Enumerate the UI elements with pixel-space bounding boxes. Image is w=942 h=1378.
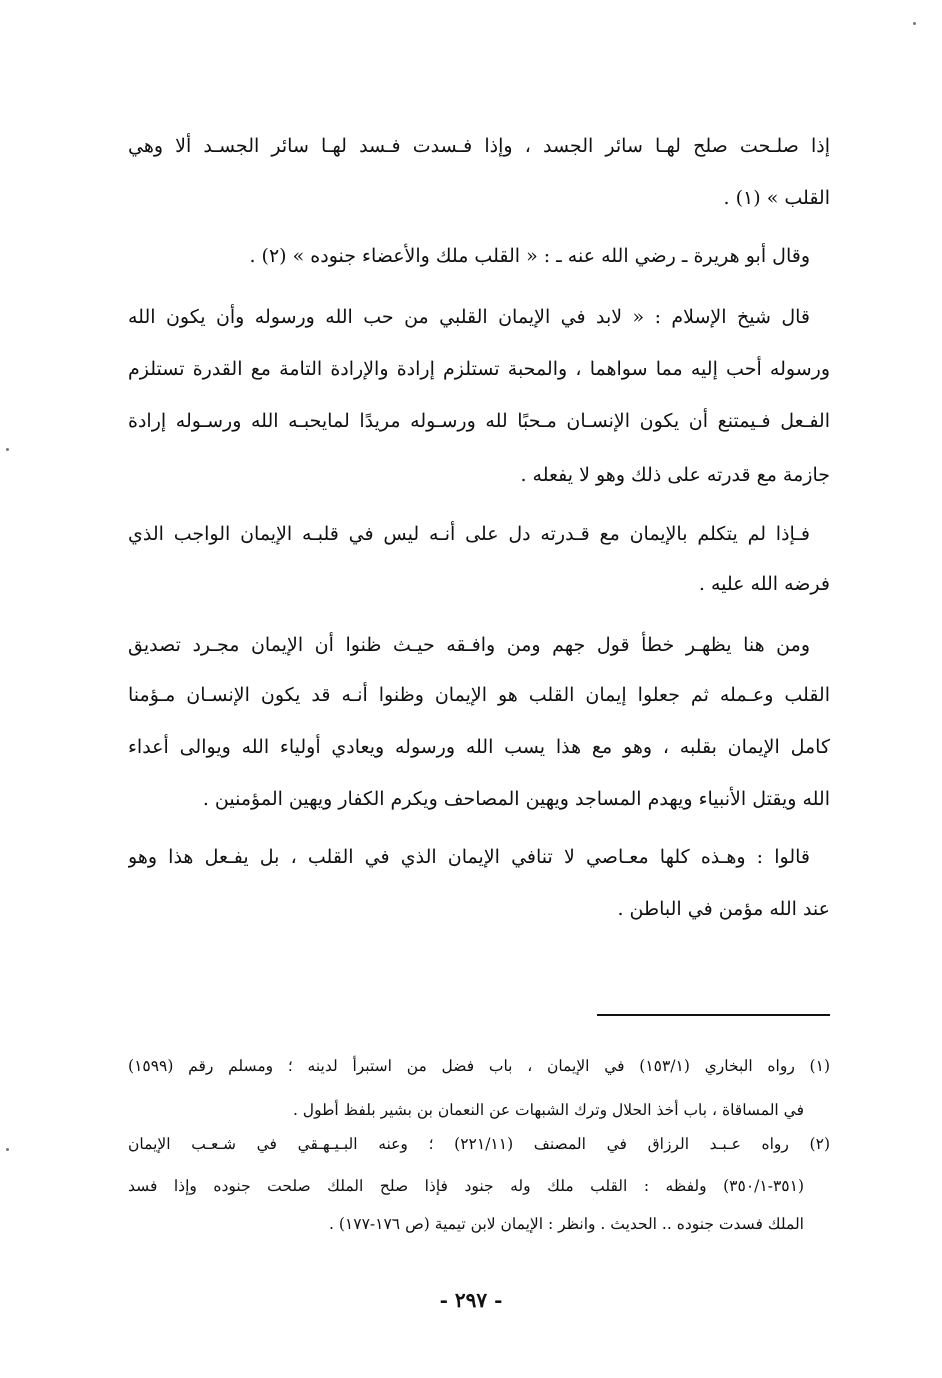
scan-speck xyxy=(6,448,9,451)
text-line: عند الله مؤمن في الباطن . xyxy=(617,898,830,920)
footnote-line: (٢) رواه عـبـد الرزاق في المصنف (٢٢١/١١) ؛ وعنه البـيـهـقي في شـعـب الإيمان xyxy=(128,1135,830,1153)
scan-speck xyxy=(913,22,916,25)
footnote-divider xyxy=(597,1014,830,1016)
text-line: القلب وعـمله ثم جعلوا إيمان القلب هو الإيمان وظنوا أنـه قد يكون الإنسـان مـؤمنا xyxy=(128,684,830,706)
text-line: قالوا : وهـذه كلها معـاصي لا تنافي الإيمان الذي في القلب ، بل يفـعل هذا وهو xyxy=(128,846,810,868)
footnote-line: الملك فسدت جنوده .. الحديث . وانظر : الإيمان لابن تيمية (ص ١٧٦-١٧٧) . xyxy=(329,1215,804,1233)
footnote-line: (٣٥١-٣٥٠/١) ولفظه : القلب ملك وله جنود فإذا صلح الملك صلحت جنوده وإذا فسد xyxy=(128,1177,804,1195)
text-line: فـإذا لم يتكلم بالإيمان مع قـدرته دل على أنـه ليس في قلبـه الإيمان الواجب الذي xyxy=(128,523,810,545)
text-line: ومن هنا يظهـر خطأ قول جهم ومن وافـقه حيـث ظنوا أن الإيمان مجـرد تصديق xyxy=(128,634,810,656)
scan-speck xyxy=(6,1148,9,1151)
text-line: الفـعل فـيمتنع أن يكون الإنسـان مـحبًا لله ورسـوله مريدًا لمايحبـه الله ورسـوله إرادة xyxy=(128,410,830,432)
text-line: وقال أبو هريرة ـ رضي الله عنه ـ : « القلب ملك والأعضاء جنوده » (٢) . xyxy=(249,245,810,267)
text-line: قال شيخ الإسلام : « لابد في الإيمان القلبي من حب الله ورسوله وأن يكون الله xyxy=(128,306,810,328)
page-number: - ٢٩٧ - xyxy=(439,1288,503,1312)
text-line: القلب » (١) . xyxy=(723,187,830,209)
text-line: جازمة مع قدرته على ذلك وهو لا يفعله . xyxy=(520,464,830,486)
text-line: الله ويقتل الأنبياء ويهدم المساجد ويهين المصاحف ويكرم الكفار ويهين المؤمنين . xyxy=(202,788,830,810)
footnote-line: (١) رواه البخاري (١٥٣/١) في الإيمان ، باب فضل من استبرأ لدينه ؛ ومسلم رقم (١٥٩٩) xyxy=(128,1057,830,1075)
text-line: فرضه الله عليه . xyxy=(698,573,830,595)
footnote-line: في المساقاة ، باب أخذ الحلال وترك الشبهات عن النعمان بن بشير بلفظ أطول . xyxy=(292,1101,804,1119)
text-line: ورسوله أحب إليه مما سواهما ، والمحبة تستلزم إرادة والإرادة التامة مع القدرة تستلزم xyxy=(128,358,830,380)
text-line: إذا صلـحت صلح لهـا سائر الجسد ، وإذا فـسدت فـسد لهـا سائر الجسـد ألا وهي xyxy=(128,135,830,157)
text-line: كامل الإيمان بقلبه ، وهو مع هذا يسب الله ورسوله ويعادي أولياء الله ويوالى أعداء xyxy=(128,736,830,758)
